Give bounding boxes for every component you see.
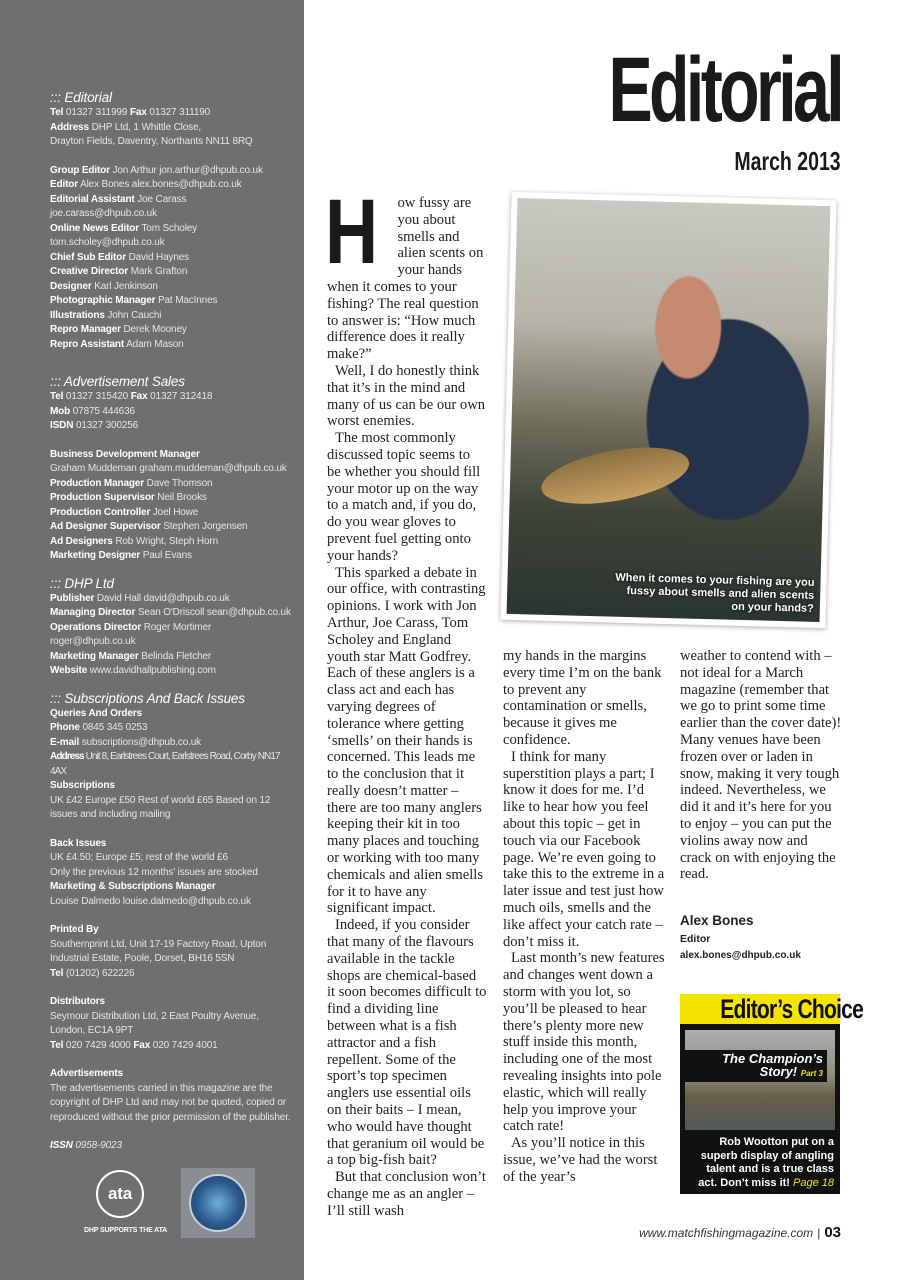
ads-contact: Tel 01327 315420 Fax 01327 312418 Mob 07875 444636 ISDN 01327 300256 — [50, 391, 213, 431]
staff-entry: Editorial Assistant Joe Carass joe.carass@dhpub.co.uk — [50, 193, 187, 219]
issn: ISSN 0958-9023 — [50, 1140, 122, 1151]
section-heading-editorial: ::: Editorial — [50, 90, 112, 105]
staff-entry: Production Manager Dave Thomson — [50, 477, 213, 489]
staff-entry: Operations Director Roger Mortimer roger@dhpub.co.uk — [50, 621, 212, 647]
staff-entry: Production Supervisor Neil Brooks — [50, 492, 207, 503]
staff-entry: Repro Assistant Adam Mason — [50, 338, 184, 350]
staff-entry: Website www.davidhallpublishing.com — [50, 665, 216, 676]
article-paragraph: Last month’s new features and changes went down a storm with you lot, so you’ll be pleased to hear there’s plenty more new stuff inside this month, including one of the most revealing insights into pole elastic, which will really help you improve your catch rate! — [503, 950, 665, 1135]
page-title: Editorial — [608, 39, 841, 141]
article-paragraph: I think for many superstition plays a part; I know it does for me. I’d like to hear how you feel about this topic – get in touch via our Facebook page. We’re even going to take this to the extreme in a later issue and test just how much oils, smells and the like affect your catch rate – don’t miss it. — [503, 748, 665, 950]
staff-entry: Designer Karl Jenkinson — [50, 280, 158, 292]
article-paragraph: As you’ll notice in this issue, we’ve had the worst of the year’s — [503, 1135, 658, 1185]
staff-entry: Group Editor Jon Arthur jon.arthur@dhpub.co.uk — [50, 164, 263, 176]
article-paragraph: Indeed, if you consider that many of the flavours available in the tackle shops are chemical-based it soon becomes difficult to find a dividing line between what is a fish attractor and a fish repellent. Some of the sport’s top specimen anglers use essential oils on their baits – I mean, who would have thought that geranium oil would be a top big-fish bait? — [327, 917, 487, 1169]
staff-entry: Marketing Designer Paul Evans — [50, 550, 192, 561]
signature-role: Editor — [680, 933, 711, 945]
staff-entry: Editor Alex Bones alex.bones@dhpub.co.uk — [50, 179, 242, 190]
signature-email[interactable]: alex.bones@dhpub.co.uk — [680, 950, 801, 961]
staff-entry: Ad Designer Supervisor Stephen Jorgensen — [50, 521, 248, 532]
staff-entry: Managing Director Sean O'Driscoll sean@dhpub.co.uk — [50, 607, 291, 618]
protect-wildlife-logo — [181, 1168, 255, 1238]
article-column-3 — [680, 648, 842, 883]
photo-caption: When it comes to your fishing are you fussy about smells and alien scents on your hands? — [615, 571, 815, 615]
signature-name: Alex Bones — [680, 913, 754, 928]
staff-entry: Production Controller Joel Howe — [50, 506, 199, 518]
staff-entry: Publisher David Hall david@dhpub.co.uk — [50, 592, 230, 604]
editorial-contact: Tel 01327 311999 Fax 01327 311190 — [50, 107, 211, 118]
article-paragraph: This sparked a debate in our office, with contrasting opinions. I work with Jon Arthur, Joe Carass, Tom Scholey and England youth star Matt Godfrey. Each of these anglers is a class act and each has varying degrees of tolerance where getting ‘smells’ on their hands is concerned. This leads me to the conclusion that it really doesn’t matter – there are too many anglers keeping their kit in too many places and touching or working with too many chemicals and alien smells for it to have any significant impact. — [327, 564, 486, 917]
article-paragraph: my hands in the margins every time I’m on the bank to prevent any contamination or smells, because it gives me confidence. — [503, 648, 662, 748]
article-paragraph: weather to contend with – not ideal for a March magazine (remember that we go to print some time earlier than the cover date)! Many venues have been frozen over or laden in snow, making it very tough indeed. Nevertheless, we did it and it’s here for you to enjoy – you can put the violins away now and crack on with enjoying the read. — [680, 648, 842, 883]
back-issues-info: Back Issues UK £4.50; Europe £5; rest of the world £6 Only the previous 12 months' issues are stocked Marketing & Subscriptions Manager Louise Dalmedo louise.dalmedo@dhpub.co.uk — [50, 837, 258, 907]
masthead-sidebar — [0, 0, 304, 1280]
article-column-2 — [503, 648, 665, 1186]
footer-url[interactable]: www.matchfishingmagazine.com — [639, 1226, 814, 1240]
article-paragraph: The most commonly discussed topic seems to be whether you should fill your motor up on the way to a match and, if you do, do you wear gloves to prevent fuel getting onto your hands? — [327, 430, 481, 564]
page-footer: www.matchfishingmagazine.com | 03 — [639, 1224, 841, 1241]
issue-date: March 2013 — [734, 146, 841, 176]
staff-entry: Ad Designers Rob Wright, Steph Horn — [50, 535, 218, 547]
ads-staff-list — [50, 477, 294, 564]
distributors: Distributors Seymour Distribution Ltd, 2 East Poultry Avenue, London, EC1A 9PT Tel 020 7429 4000 Fax 020 7429 4001 — [50, 996, 259, 1051]
advertisements-notice: Advertisements The advertisements carried in this magazine are the copyright of DHP Ltd and may not be quoted, copied or reproduced without the prior permission of the publisher. — [50, 1068, 291, 1123]
staff-entry: Creative Director Mark Grafton — [50, 266, 188, 277]
article-paragraph: But that conclusion won’t change me as an angler – I’ll still wash — [327, 1169, 486, 1219]
page-number: 03 — [824, 1224, 841, 1241]
staff-entry: Photographic Manager Pat MacInnes — [50, 295, 218, 306]
staff-entry: Online News Editor Tom Scholey tom.scholey@dhpub.co.uk — [50, 222, 198, 248]
page-reference[interactable]: Page 18 — [793, 1176, 834, 1189]
editors-choice-heading: Editor’s Choice — [720, 994, 864, 1024]
staff-entry: Chief Sub Editor David Haynes — [50, 251, 190, 263]
article-paragraph: Well, I do honestly think that it’s in the mind and many of us can be our own worst enemies. — [327, 362, 486, 430]
section-heading-ads: ::: Advertisement Sales — [50, 374, 185, 389]
editorial-address: Address DHP Ltd, 1 Whittle Close, Drayton Fields, Daventry, Northants NN11 8RQ — [50, 121, 253, 147]
editorial-staff-list — [50, 164, 294, 353]
dhp-staff-list — [50, 592, 294, 679]
drop-cap: H — [325, 181, 379, 283]
editor-photo — [500, 192, 836, 628]
editors-choice-text: Rob Wootton put on a superb display of angling talent and is a true class act. Don’t miss it! Page 18 — [698, 1136, 834, 1189]
bdm: Business Development Manager Graham Muddeman graham.muddeman@dhpub.co.uk — [50, 448, 287, 474]
staff-entry: Repro Manager Derek Mooney — [50, 324, 187, 335]
staff-entry: Marketing Manager Belinda Fletcher — [50, 650, 212, 662]
ata-logo: ata DHP SUPPORTS THE ATA — [90, 1170, 150, 1239]
staff-entry: Illustrations John Cauchi — [50, 309, 162, 321]
section-heading-subscriptions: ::: Subscriptions And Back Issues — [50, 690, 245, 706]
printed-by: Printed By Southernprint Ltd, Unit 17-19 Factory Road, Upton Industrial Estate, Poole, Dorset, BH16 5SN Tel (01202) 622226 — [50, 924, 267, 979]
article-paragraph: H ow fussy are you about smells and alien scents on your hands when it comes to your fishing? The real question to answer is: “How much difference does it really make?” — [325, 181, 484, 363]
subscriptions-info: Queries And Orders Phone 0845 345 0253 E-mail subscriptions@dhpub.co.uk Address Unit 8, Earlstrees Court, Earlstrees Road, Corby NN17 4AX Subscriptions UK £42 Europe £50 Rest of world £65 Based on 12 issues and including mailing — [50, 707, 280, 820]
editors-choice-box[interactable] — [680, 994, 864, 1194]
editors-choice-image: The Champion’s Story! Part 3 — [685, 1030, 835, 1130]
section-heading-dhp: ::: DHP Ltd — [50, 575, 114, 591]
article-column-1 — [325, 181, 487, 1220]
